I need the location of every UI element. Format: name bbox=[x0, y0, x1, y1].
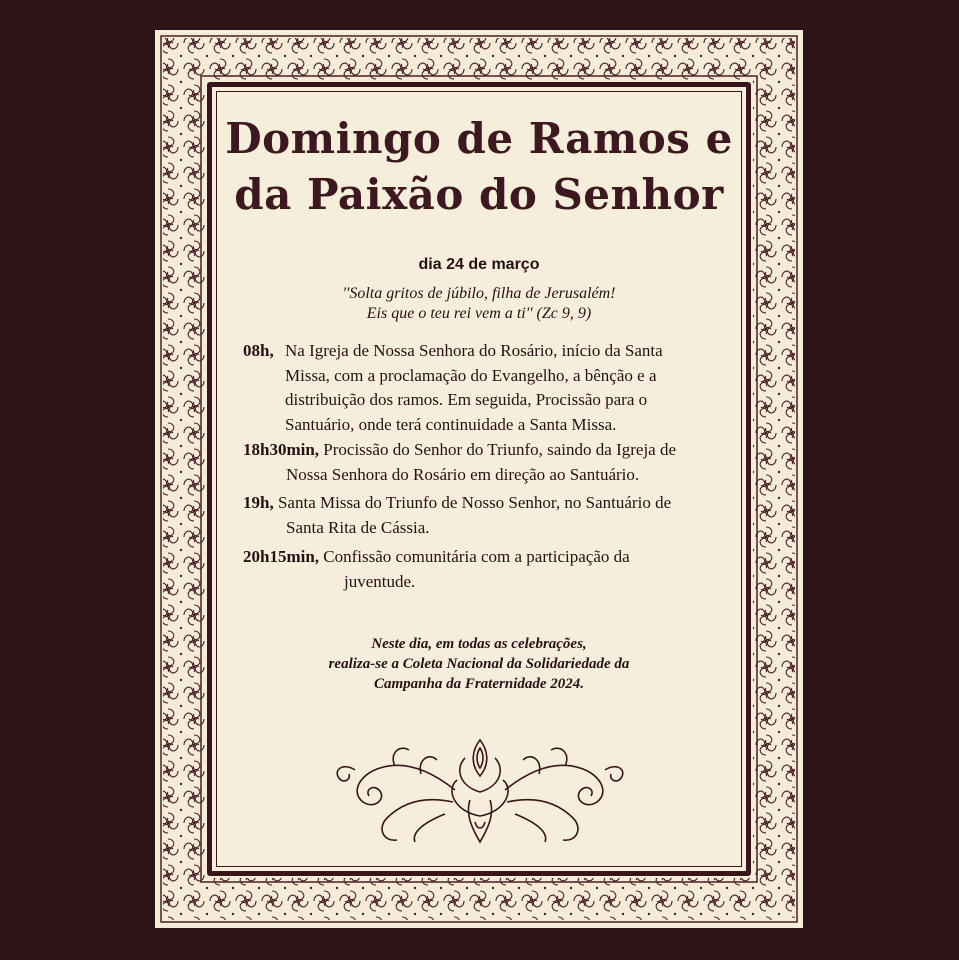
schedule-line: Confissão comunitária com a participação da bbox=[323, 547, 630, 566]
schedule-line: Nossa Senhora do Rosário em direção ao Santuário. bbox=[286, 464, 640, 484]
schedule-line: Santuário, onde terá continuidade a Santa Missa. bbox=[285, 414, 617, 434]
floral-flourish-icon bbox=[325, 730, 635, 850]
quote-line-2: Eis que o teu rei vem a ti'' (Zc 9, 9) bbox=[366, 305, 592, 322]
event-date: dia 24 de março bbox=[418, 256, 540, 273]
footer-line-3: Campanha da Fraternidade 2024. bbox=[373, 676, 585, 692]
footer-line-1: Neste dia, em todas as celebrações, bbox=[371, 636, 587, 652]
schedule-time: 08h, bbox=[243, 341, 274, 360]
schedule-time: 19h, bbox=[243, 493, 274, 512]
schedule-time: 18h30min, bbox=[243, 440, 320, 459]
schedule-line: Santa Missa do Triunfo de Nosso Senhor, no Santuário de bbox=[277, 493, 672, 512]
schedule-line: Na Igreja de Nossa Senhora do Rosário, início da Santa bbox=[285, 341, 663, 360]
scripture-quote bbox=[155, 284, 803, 324]
schedule-line: Missa, com a proclamação do Evangelho, a bênção e a bbox=[285, 365, 657, 385]
schedule-item-0800 bbox=[243, 339, 721, 437]
quote-line-1: ''Solta gritos de júbilo, filha de Jerusalém! bbox=[342, 285, 616, 302]
schedule-time: 20h15min, bbox=[243, 547, 320, 566]
schedule-line: Procissão do Senhor do Triunfo, saindo da Igreja de bbox=[323, 440, 677, 459]
schedule-line: Santa Rita de Cássia. bbox=[286, 517, 430, 537]
title-line-2: da Paixão do Senhor bbox=[234, 170, 724, 219]
schedule-line: distribuição dos ramos. Em seguida, Procissão para o bbox=[285, 390, 648, 409]
schedule-item-1830 bbox=[243, 438, 721, 487]
schedule-item-1900 bbox=[243, 491, 721, 540]
footer-line-2: realiza-se a Coleta Nacional da Solidariedade da bbox=[328, 656, 630, 672]
collection-notice bbox=[155, 634, 803, 694]
schedule-line: juventude. bbox=[344, 571, 416, 591]
title-line-1: Domingo de Ramos e bbox=[225, 114, 733, 163]
schedule-item-2015 bbox=[243, 545, 721, 594]
poster bbox=[155, 30, 803, 928]
